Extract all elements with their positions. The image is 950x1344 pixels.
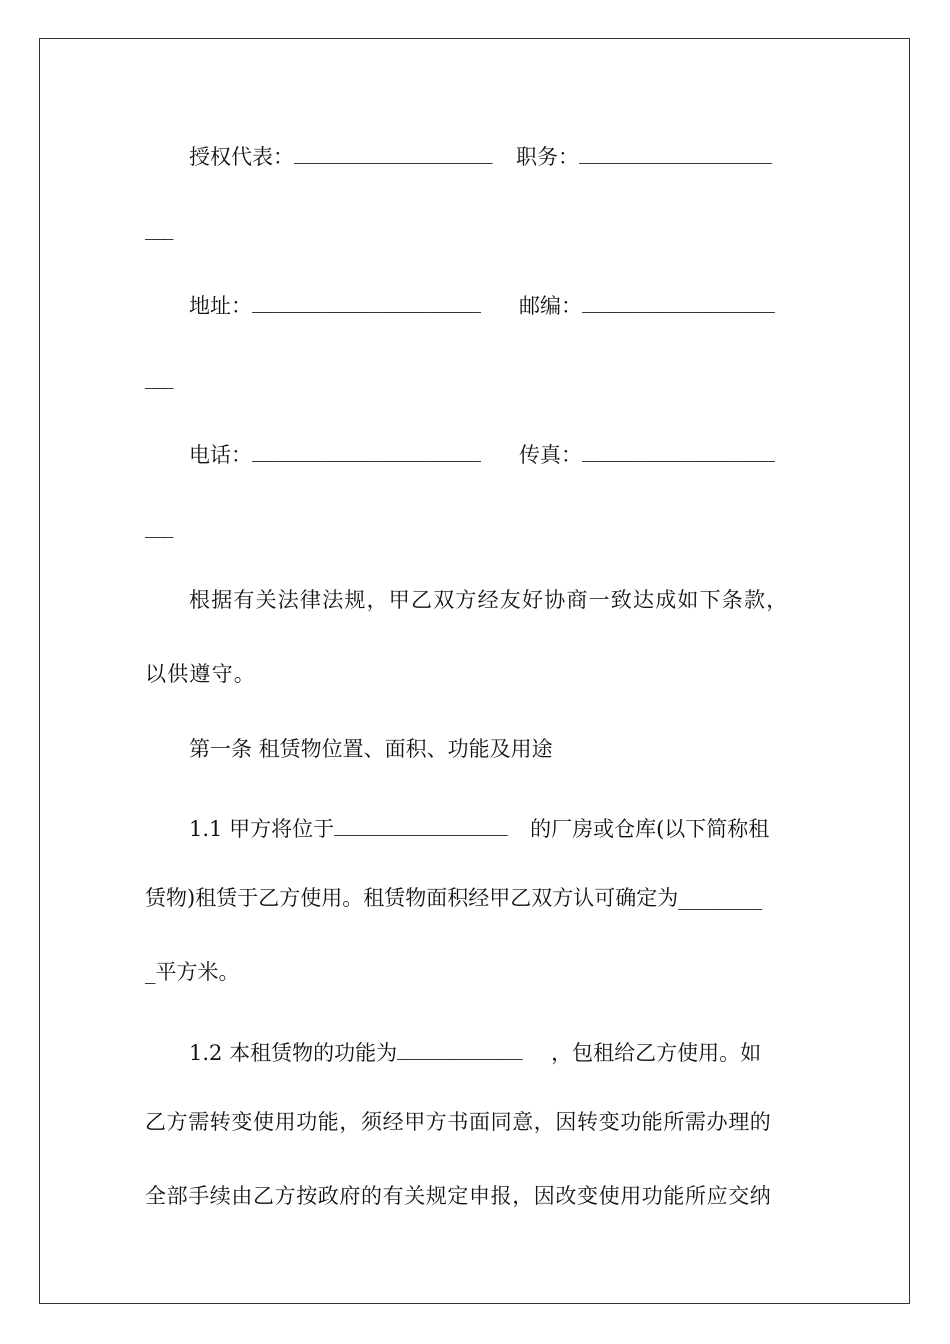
intro-line-1: 根据有关法律法规，甲乙双方经友好协商一致达成如下条款， — [189, 588, 789, 612]
p12-prefix: 1.2 本租赁物的功能为 — [189, 1041, 398, 1065]
addr-blank: ________________________ — [252, 289, 480, 313]
p11-line-1 — [189, 812, 769, 841]
tel-row — [189, 438, 794, 467]
addr-label: 地址： — [189, 294, 252, 318]
p12-suffix: ，包租给乙方使用。如 — [551, 1041, 762, 1065]
p11-location-blank: __________________ — [334, 812, 507, 836]
tel-blank: ________________________ — [252, 438, 480, 462]
rep-row — [189, 140, 791, 169]
intro-line-2: 以供遵守。 — [145, 662, 256, 686]
addr-row — [189, 289, 794, 318]
zip-blank: ____________________ — [582, 289, 775, 313]
p11-prefix: 1.1 甲方将位于 — [189, 817, 335, 841]
rep-blank: ____________________ — [294, 140, 493, 164]
p12-function-blank: _____________ — [397, 1036, 522, 1060]
article1-title: 第一条 租赁物位置、面积、功能及用途 — [189, 737, 553, 761]
tel-label: 电话： — [189, 443, 252, 467]
title-label: 职务： — [516, 145, 579, 169]
title-blank: ____________________ — [579, 140, 772, 164]
p12-line-1 — [189, 1036, 761, 1065]
tel-cont: ___ — [145, 514, 172, 538]
fax-label: 传真： — [519, 443, 582, 467]
p12-line-3: 全部手续由乙方按政府的有关规定申报，因改变使用功能所应交纳 — [145, 1184, 772, 1208]
fax-blank: ____________________ — [582, 438, 775, 462]
zip-label: 邮编： — [519, 294, 582, 318]
addr-cont: ___ — [145, 365, 172, 389]
p11-suffix: 的厂房或仓库(以下简称租 — [530, 817, 770, 841]
rep-label: 授权代表： — [189, 145, 294, 169]
p11-line-3: _平方米。 — [145, 960, 240, 984]
p12-line-2: 乙方需转变使用功能，须经甲方书面同意，因转变功能所需办理的 — [145, 1110, 772, 1134]
rep-cont: ___ — [145, 216, 172, 240]
p11-line-2: 赁物)租赁于乙方使用。租赁物面积经甲乙双方认可确定为________ — [145, 886, 763, 910]
